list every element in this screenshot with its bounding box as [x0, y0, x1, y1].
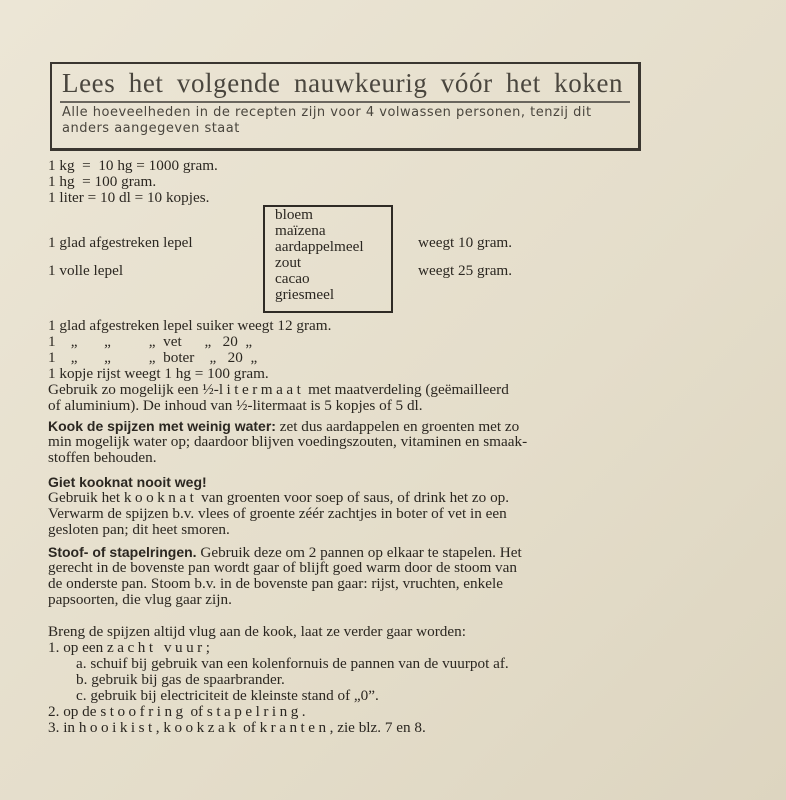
conversion-line: 1 kg = 10 hg = 1000 gram.: [48, 157, 218, 174]
boil-intro: Breng de spijzen altijd vlug aan de kook, laat ze verder gaar worden:: [48, 623, 466, 640]
ingredient: bloem: [275, 206, 313, 223]
header-subtitle: Alle hoeveelheden in de recepten zijn voor 4 volwassen personen, tenzij dit anders aangegeven staat: [62, 105, 592, 136]
boil-subitem-b: b. gebruik bij gas de spaarbrander.: [76, 671, 285, 688]
kooknat-line: [48, 490, 509, 506]
text: , zie blz. 7 en 8.: [329, 719, 426, 736]
kooknat-line: gesloten pan; dit heet smoren.: [48, 521, 230, 538]
ingredient: aardappelmeel: [275, 238, 364, 255]
spaced-term: kookzak: [163, 719, 240, 736]
ingredient-box: [263, 205, 393, 313]
text: met maatverdeling (geëmailleerd: [304, 381, 509, 398]
water-line: min mogelijk water op; daardoor blijven voedingszouten, vitaminen en smaak-: [48, 433, 528, 450]
flat-spoon-label: 1 glad afgestreken lepel: [48, 234, 193, 251]
text: .: [301, 703, 306, 720]
spaced-term: stapelring: [206, 703, 302, 720]
spaced-term: stoofring: [100, 703, 187, 720]
weight-line: 1 „ „ „ boter „ 20 „: [48, 349, 258, 366]
spaced-term: kooknat: [123, 489, 198, 506]
full-weight: weegt 25 gram.: [418, 262, 513, 279]
text: 1. op een: [48, 639, 108, 656]
heading: Stoof- of stapelringen.: [48, 544, 197, 560]
stoof-line: de onderste pan. Stoom b.v. in de bovenste pan gaar: rijst, vruchten, enkele: [48, 575, 503, 592]
text: 2. op de: [48, 703, 101, 720]
flat-weight: weegt 10 gram.: [418, 234, 513, 251]
measure-line: of aluminium). De inhoud van ½-litermaat is 5 kopjes of 5 dl.: [48, 397, 423, 414]
text: van groenten voor soep of saus, of drink het zo op.: [197, 489, 510, 506]
text: of: [239, 719, 260, 736]
ingredient: cacao: [275, 270, 310, 287]
stoof-line: gerecht in de bovenste pan wordt gaar of blijft goed warm door de stoom van: [48, 559, 517, 576]
text: zet dus aardappelen en groenten met zo: [275, 418, 520, 435]
header-box: [50, 62, 641, 151]
text: Gebruik zo mogelijk een ½-: [48, 381, 219, 398]
ingredient: maïzena: [275, 222, 326, 239]
text: of: [186, 703, 207, 720]
boil-subitem-c: c. gebruik bij electriciteit de kleinste stand of „0”.: [76, 687, 379, 704]
text: ,: [155, 719, 164, 736]
boil-item-2: [48, 704, 306, 720]
boil-item-1: [48, 640, 210, 656]
text: 3. in: [48, 719, 79, 736]
ingredient: griesmeel: [275, 286, 335, 303]
boil-subitem-a: a. schuif bij gebruik van een kolenfornuis de pannen van de vuurpot af.: [76, 655, 509, 672]
water-line: stoffen behouden.: [48, 449, 157, 466]
text: ;: [205, 639, 210, 656]
text: Gebruik deze om 2 pannen op elkaar te stapelen. Het: [196, 544, 522, 561]
conversion-line: 1 hg = 100 gram.: [48, 173, 157, 190]
kooknat-line: Verwarm de spijzen b.v. vlees of groente zéér zachtjes in boter of vet in een: [48, 505, 507, 522]
weight-line: 1 glad afgestreken lepel suiker weegt 12 gram.: [48, 317, 332, 334]
weight-line: 1 „ „ „ vet „ 20 „: [48, 333, 253, 350]
title-rule: [60, 101, 630, 103]
heading: Giet kooknat nooit weg!: [48, 474, 207, 490]
heading: Kook de spijzen met weinig water:: [48, 418, 276, 434]
ingredient: zout: [275, 254, 302, 271]
text: Gebruik het: [48, 489, 124, 506]
weight-line: 1 kopje rijst weegt 1 hg = 100 gram.: [48, 365, 269, 382]
boil-item-3: [48, 720, 426, 736]
page-title: Lees het volgende nauwkeurig vóór het koken: [62, 68, 624, 98]
full-spoon-label: 1 volle lepel: [48, 262, 124, 279]
spaced-term: litermaat: [218, 381, 305, 398]
conversion-line: 1 liter = 10 dl = 10 kopjes.: [48, 189, 210, 206]
spaced-term: kranten: [259, 719, 330, 736]
stoof-line: papsoorten, die vlug gaar zijn.: [48, 591, 232, 608]
measure-line: [48, 382, 509, 398]
spaced-term: zacht vuur: [107, 639, 206, 656]
spaced-term: hooikist: [78, 719, 156, 736]
